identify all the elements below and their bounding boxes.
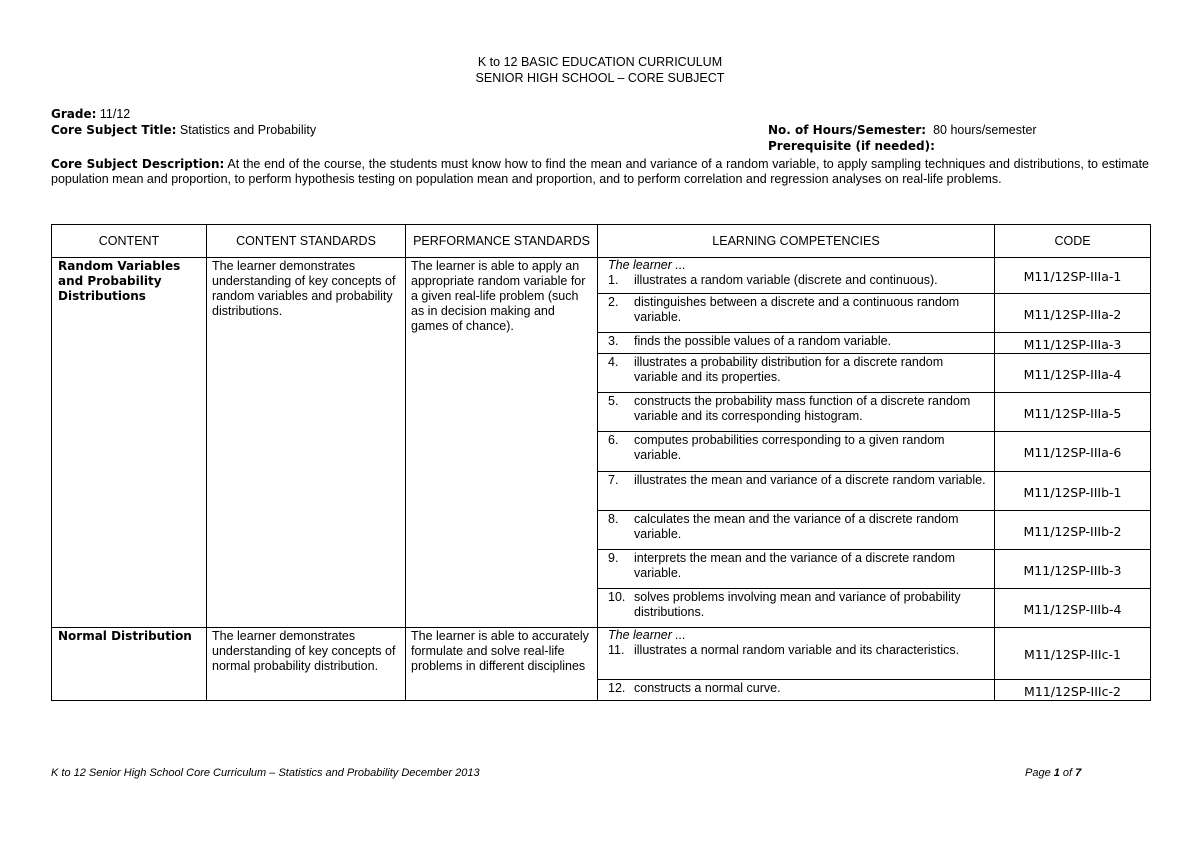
competency-text: illustrates a normal random variable and its characteristics. <box>634 643 960 657</box>
competency-text: illustrates the mean and variance of a discrete random variable. <box>634 473 986 487</box>
performance-standard-cell: The learner is able to accurately formulate and solve real-life problems in different disciplines <box>406 628 598 701</box>
description-text: At the end of the course, the students must know how to find the mean and variance of a random variable, to apply sampling techniques and distributions, to estimate population mean and proportion, to perform hypothesis testing on population mean and proportion, and to perform correlation and regression analyses on real-life problems. <box>51 157 1149 186</box>
page-prefix: Page <box>1025 767 1054 779</box>
code-cell: M11/12SP-IIIc-2 <box>995 680 1151 701</box>
competency-item <box>598 589 994 621</box>
header-content: CONTENT <box>52 225 207 258</box>
competency-cell <box>598 680 995 701</box>
header-subtitle: SENIOR HIGH SCHOOL – CORE SUBJECT <box>475 71 725 85</box>
competency-number: 4. <box>608 355 619 369</box>
grade-label: Grade: <box>51 107 97 121</box>
competency-cell <box>598 294 995 333</box>
subject-description <box>51 157 1149 187</box>
content-standard-cell: The learner demonstrates understanding of key concepts of normal probability distribution. <box>207 628 406 701</box>
grade-line <box>51 106 130 122</box>
subject-label: Core Subject Title: <box>51 123 177 137</box>
page-number <box>1025 767 1081 779</box>
competency-number: 8. <box>608 512 619 526</box>
page-current: 1 <box>1053 767 1060 779</box>
prereq-label: Prerequisite (if needed): <box>768 139 935 153</box>
competency-text: illustrates a probability distribution for a discrete random variable and its properties. <box>634 355 944 384</box>
competency-cell <box>598 472 995 511</box>
competency-text: constructs a normal curve. <box>634 681 781 695</box>
competency-item <box>598 680 994 697</box>
curriculum-table <box>51 224 1151 701</box>
description-label: Core Subject Description: <box>51 157 225 171</box>
competency-number: 7. <box>608 473 619 487</box>
table-row <box>52 258 1151 294</box>
header-content-standards: CONTENT STANDARDS <box>207 225 406 258</box>
competency-item <box>598 550 994 582</box>
competency-text: solves problems involving mean and variance of probability distributions. <box>634 590 961 619</box>
competency-cell <box>598 628 995 680</box>
code-cell: M11/12SP-IIIb-2 <box>995 511 1151 550</box>
code-cell: M11/12SP-IIIb-1 <box>995 472 1151 511</box>
code-cell: M11/12SP-IIIa-6 <box>995 432 1151 472</box>
competency-cell <box>598 258 995 294</box>
performance-standard-cell: The learner is able to apply an appropriate random variable for a given real-life problem (such as in decision making and games of chance). <box>406 258 598 628</box>
competency-number: 11. <box>608 643 625 657</box>
competency-item <box>598 273 994 289</box>
code-cell: M11/12SP-IIIa-1 <box>995 258 1151 294</box>
prereq-line <box>768 138 935 154</box>
learner-intro: The learner ... <box>608 628 686 642</box>
header-code: CODE <box>995 225 1151 258</box>
competency-text: interprets the mean and the variance of a discrete random variable. <box>634 551 956 580</box>
competency-item <box>598 354 994 386</box>
hours-line <box>768 122 1037 138</box>
code-cell: M11/12SP-IIIa-5 <box>995 393 1151 432</box>
competency-item <box>598 333 994 350</box>
table-header-row <box>52 225 1151 258</box>
competency-cell <box>598 550 995 589</box>
header-title: K to 12 BASIC EDUCATION CURRICULUM <box>477 55 723 69</box>
header-learning-competencies: LEARNING COMPETENCIES <box>598 225 995 258</box>
competency-item <box>598 511 994 543</box>
competency-text: illustrates a random variable (discrete and continuous). <box>634 273 938 287</box>
code-cell: M11/12SP-IIIb-4 <box>995 589 1151 628</box>
competency-number: 5. <box>608 394 619 408</box>
competency-text: constructs the probability mass function of a discrete random variable and its corresponding histogram. <box>634 394 971 423</box>
code-cell: M11/12SP-IIIc-1 <box>995 628 1151 680</box>
competency-text: distinguishes between a discrete and a continuous random variable. <box>634 295 960 324</box>
hours-value: 80 hours/semester <box>933 123 1037 137</box>
page-total: 7 <box>1075 767 1082 779</box>
competency-item <box>598 432 994 464</box>
competency-number: 2. <box>608 295 619 309</box>
competency-text: calculates the mean and the variance of a discrete random variable. <box>634 512 959 541</box>
subject-line <box>51 122 316 138</box>
learner-intro: The learner ... <box>608 258 686 272</box>
competency-item <box>598 472 994 489</box>
competency-number: 1. <box>608 273 619 287</box>
competency-cell <box>598 589 995 628</box>
competency-cell <box>598 511 995 550</box>
competency-cell <box>598 354 995 393</box>
competency-cell <box>598 333 995 354</box>
competency-number: 3. <box>608 334 619 348</box>
code-cell: M11/12SP-IIIa-4 <box>995 354 1151 393</box>
table-row <box>52 628 1151 680</box>
grade-value: 11/12 <box>99 107 131 121</box>
document-header <box>0 54 1200 86</box>
competency-item <box>598 393 994 425</box>
hours-label: No. of Hours/Semester: <box>768 123 927 137</box>
subject-value: Statistics and Probability <box>179 123 317 137</box>
competency-number: 10. <box>608 590 626 604</box>
content-cell: Random Variables and Probability Distributions <box>52 258 207 628</box>
competency-number: 6. <box>608 433 619 447</box>
content-cell: Normal Distribution <box>52 628 207 701</box>
page-of: of <box>1059 767 1076 779</box>
competency-number: 12. <box>608 681 626 695</box>
competency-cell <box>598 393 995 432</box>
competency-cell <box>598 432 995 472</box>
code-cell: M11/12SP-IIIa-3 <box>995 333 1151 354</box>
code-cell: M11/12SP-IIIa-2 <box>995 294 1151 333</box>
competency-text: computes probabilities corresponding to a given random variable. <box>634 433 945 462</box>
code-cell: M11/12SP-IIIb-3 <box>995 550 1151 589</box>
competency-text: finds the possible values of a random variable. <box>634 334 892 348</box>
competency-item <box>598 294 994 326</box>
competency-item <box>598 643 994 659</box>
content-standard-cell: The learner demonstrates understanding of key concepts of random variables and probability distributions. <box>207 258 406 628</box>
header-performance-standards: PERFORMANCE STANDARDS <box>406 225 598 258</box>
footer-left: K to 12 Senior High School Core Curriculum – Statistics and Probability December 2013 <box>51 767 480 779</box>
competency-number: 9. <box>608 551 619 565</box>
